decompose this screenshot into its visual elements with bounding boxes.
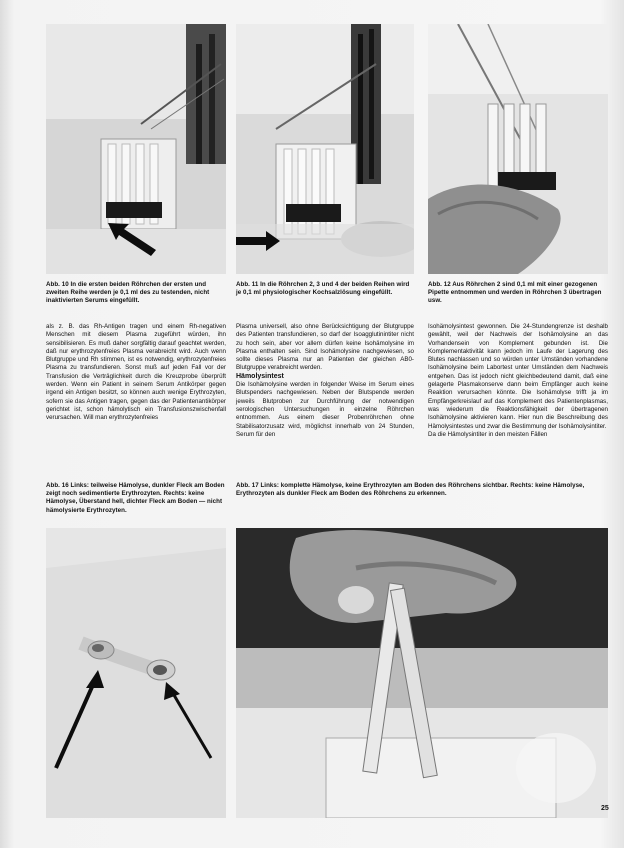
photo-abb11 bbox=[236, 24, 414, 274]
photo-abb16-image bbox=[46, 528, 226, 818]
paragraph: Isohämolysintest gewonnen. Die 24-Stundengrenze ist deshalb gewählt, weil der Nachweis der Isohämolysine an das Vorhandensein von Komplement gebunden ist. Die Komplementaktivität kann jedoch im Laufe der Lagerung des Blutes nachlassen und so würden unter Umständen vorhandene Isohämolysine beim Labortest unter Umständen dem Nachweis entgehen. Das ist jedoch nicht gleichbedeutend damit, daß eine gelagerte Plasmakonserve dann beim Empfänger auch keine Reaktion verursachen könnte. Die Isohämolyse trifft ja im Empfängerkreislauf auf das Komplement des Patientenplasmas, was wiederum die Reaktionsfähigkeit der übertragenen Isohämolysine aktivieren kann. Hier nun die Beschreibung des Hämolysintestes und zwar die Bestimmung der Isohämolysintiter. bbox=[428, 323, 608, 430]
caption-abb12: Abb. 12 Aus Röhrchen 2 sind 0,1 ml mit einer gezogenen Pipette entnommen und werden in Röhrchen 3 übertragen usw. bbox=[428, 281, 602, 305]
photo-abb17 bbox=[236, 528, 608, 818]
photo-abb12 bbox=[428, 24, 608, 274]
caption-abb16: Abb. 16 Links: teilweise Hämolyse, dunkler Fleck am Boden zeigt noch sedimentierte Erythrozyten. Rechts: keine Hämolyse, Überstand hell, dichter Fleck am Boden — nicht hämolysierte Erythrozyten. bbox=[46, 482, 225, 514]
text-column-3 bbox=[428, 323, 608, 439]
photo-abb16 bbox=[46, 528, 226, 818]
page-number: 25 bbox=[601, 805, 609, 812]
caption-abb10: Abb. 10 In die ersten beiden Röhrchen der ersten und zweiten Reihe werden je 0,1 ml des zu testenden, nicht inaktivierten Serums eingefüllt. bbox=[46, 281, 210, 305]
photo-abb10-image bbox=[46, 24, 226, 274]
paragraph: Plasma universell, also ohne Berücksichtigung der Blutgruppe des Patienten transfundieren, so darf der Isoagglutinintiter nicht zu hoch sein, aber vor allem dürfen keine Isohämolysine im Plasma enthalten sein. Sind Isohämolysine nachgewiesen, so sollte dieses Plasma nur an Patienten der gleichen AB0-Blutgruppe verabreicht werden. bbox=[236, 323, 414, 372]
caption-abb11: Abb. 11 In die Röhrchen 2, 3 und 4 der beiden Reihen wird je 0,1 ml physiologischer Kochsalzlösung eingefüllt. bbox=[236, 281, 410, 297]
text-column-1 bbox=[46, 323, 226, 423]
text-column-2 bbox=[236, 323, 414, 439]
photo-abb17-image bbox=[236, 528, 608, 818]
paragraph: als z. B. das Rh-Antigen tragen und einem Rh-negativen Menschen mit diesem Plasma zugeführt würden, ihn sensibilisieren. Es muß daher sorgfältig darauf geachtet werden, daß nur erythrozytenfreies Plasma verabreicht wird. Auch wenn Blutgruppe und Rh stimmen, ist es notwendig, erythrozytenfreies Plasma zu transfundieren. Sonst muß auf jeden Fall vor der Transfusion die Verträglichkeit durch die Kreuzprobe überprüft werden. Wenn ein Patient in seinem Serum Antikörper gegen irgend ein Antigen besitzt, so können auch wenige Erythrozyten, sofern sie das Antigen tragen, gegen das der Patientenantikörper gerichtet ist, schon hämolytisch ein Transfusionszwischenfall verursachen. Will man erythrozytenfreies bbox=[46, 323, 226, 422]
caption-abb17: Abb. 17 Links: komplette Hämolyse, keine Erythrozyten am Boden des Röhrchens sichtbar. Rechts: keine Hämolyse, Erythrozyten als dunkler Fleck am Boden des Röhrchens zu erkennen. bbox=[236, 482, 585, 498]
photo-abb11-image bbox=[236, 24, 414, 274]
photo-abb12-image bbox=[428, 24, 608, 274]
paragraph: Die Isohämolysine werden in folgender Weise im Serum eines Blutspenders nachgewiesen. Neben der Blutspende werden jeweils Blutproben zur Durchführung der notwendigen serologischen Untersuchungen in einzelne Röhrchen entnommen. Aus einem dieser Probenröhrchen ohne Stabilisatorzusatz wird, möglichst innerhalb von 24 Stunden, Serum für den bbox=[236, 381, 414, 438]
paragraph: Da die Hämolysintiter in den meisten Fällen bbox=[428, 430, 548, 438]
photo-abb10 bbox=[46, 24, 226, 274]
section-heading: Hämolysintest bbox=[236, 372, 284, 380]
